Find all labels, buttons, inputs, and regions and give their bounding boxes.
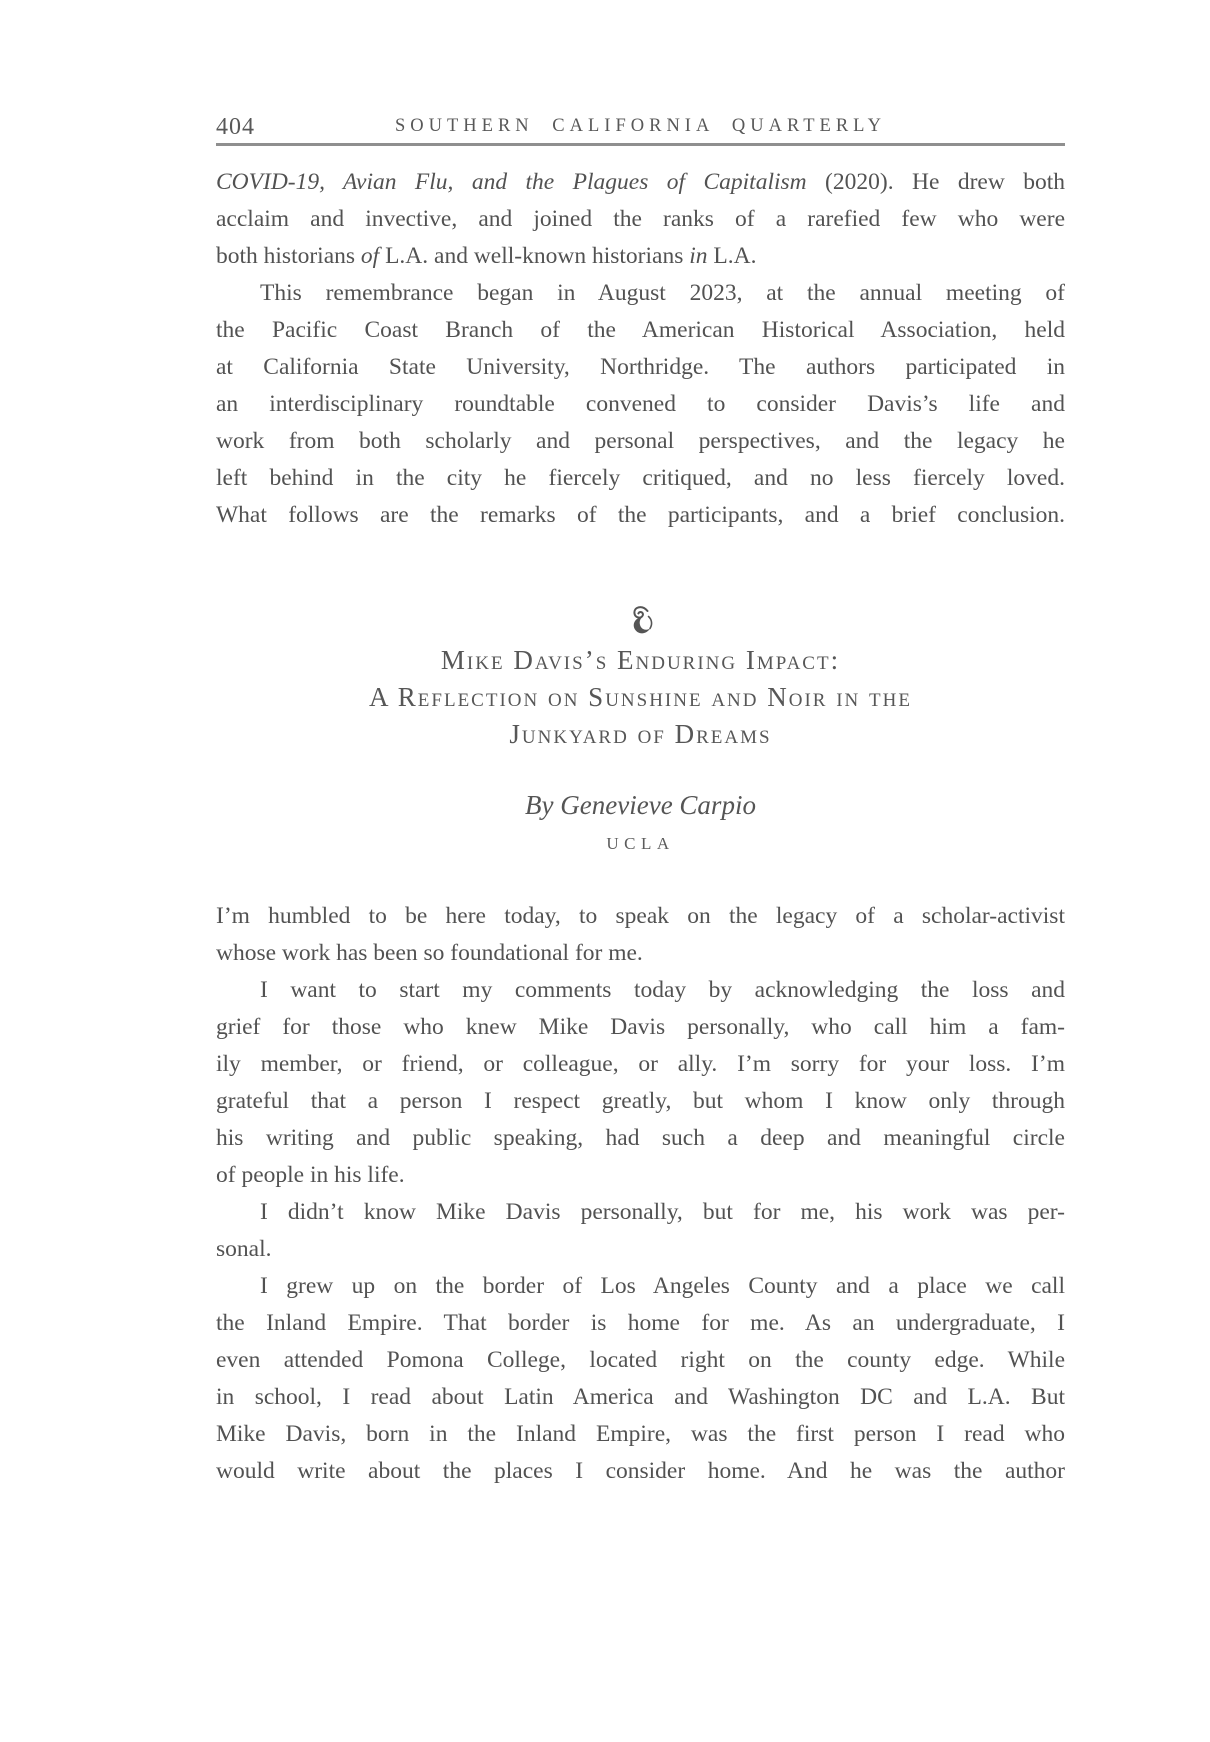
- text-line: his writing and public speaking, had such a deep and meaningful circle: [216, 1125, 1065, 1151]
- text-line: I didn’t know Mike Davis personally, but for me, his work was per-: [260, 1199, 1065, 1225]
- text-line: COVID-19, Avian Flu, and the Plagues of Capitalism (2020). He drew both: [216, 169, 1065, 195]
- text-line: This remembrance began in August 2023, at the annual meeting of: [260, 280, 1065, 306]
- text-line: would write about the places I consider home. And he was the author: [216, 1458, 1065, 1484]
- intro-paragraphs: [216, 164, 1065, 534]
- text-line: ily member, or friend, or colleague, or ally. I’m sorry for your loss. I’m: [216, 1051, 1065, 1077]
- text-line: Mike Davis, born in the Inland Empire, was the first person I read who: [216, 1421, 1065, 1447]
- text-line: work from both scholarly and personal perspectives, and the legacy he: [216, 428, 1065, 454]
- text-line: I want to start my comments today by acknowledging the loss and: [260, 977, 1065, 1003]
- running-head: [216, 112, 1065, 144]
- byline: By Genevieve Carpio: [525, 790, 756, 820]
- text-line: at California State University, Northridge. The authors participated in: [216, 354, 1065, 380]
- text-line: an interdisciplinary roundtable convened to consider Davis’s life and: [216, 391, 1065, 417]
- text-line: I’m humbled to be here today, to speak on the legacy of a scholar-activist: [216, 903, 1065, 929]
- text-line: grateful that a person I respect greatly, but whom I know only through: [216, 1088, 1065, 1114]
- header-rule: [216, 143, 1065, 146]
- section-heading: [216, 604, 1065, 854]
- text-line: whose work has been so foundational for me.: [216, 940, 643, 966]
- text-line: grief for those who knew Mike Davis personally, who call him a fam-: [216, 1014, 1065, 1040]
- text-line: the Inland Empire. That border is home for me. As an undergraduate, I: [216, 1310, 1065, 1336]
- text-line: acclaim and invective, and joined the ranks of a rarefied few who were: [216, 206, 1065, 232]
- text-line: even attended Pomona College, located right on the county edge. While: [216, 1347, 1065, 1373]
- text-line: in school, I read about Latin America and Washington DC and L.A. But: [216, 1384, 1065, 1410]
- text-line: of people in his life.: [216, 1162, 405, 1188]
- journal-title: SOUTHERN CALIFORNIA QUARTERLY: [395, 116, 886, 136]
- text-line: I grew up on the border of Los Angeles County and a place we call: [260, 1273, 1065, 1299]
- text-line: sonal.: [216, 1236, 272, 1262]
- fleuron-ornament-icon: [216, 604, 1065, 640]
- page-number: 404: [216, 114, 255, 140]
- text-line: left behind in the city he fiercely critiqued, and no less fiercely loved.: [216, 465, 1065, 491]
- section-title-line: A Reflection on Sunshine and Noir in the: [369, 682, 912, 712]
- section-title-line: Mike Davis’s Enduring Impact:: [440, 645, 841, 675]
- affiliation: UCLA: [606, 834, 675, 853]
- section-title-line: Junkyard of Dreams: [509, 719, 772, 749]
- text-line: What follows are the remarks of the participants, and a brief conclusion.: [216, 502, 1065, 528]
- text-line: both historians of L.A. and well-known historians in L.A.: [216, 243, 757, 269]
- section-title: [216, 642, 1065, 753]
- body-paragraphs: [216, 898, 1065, 1490]
- text-line: the Pacific Coast Branch of the American Historical Association, held: [216, 317, 1065, 343]
